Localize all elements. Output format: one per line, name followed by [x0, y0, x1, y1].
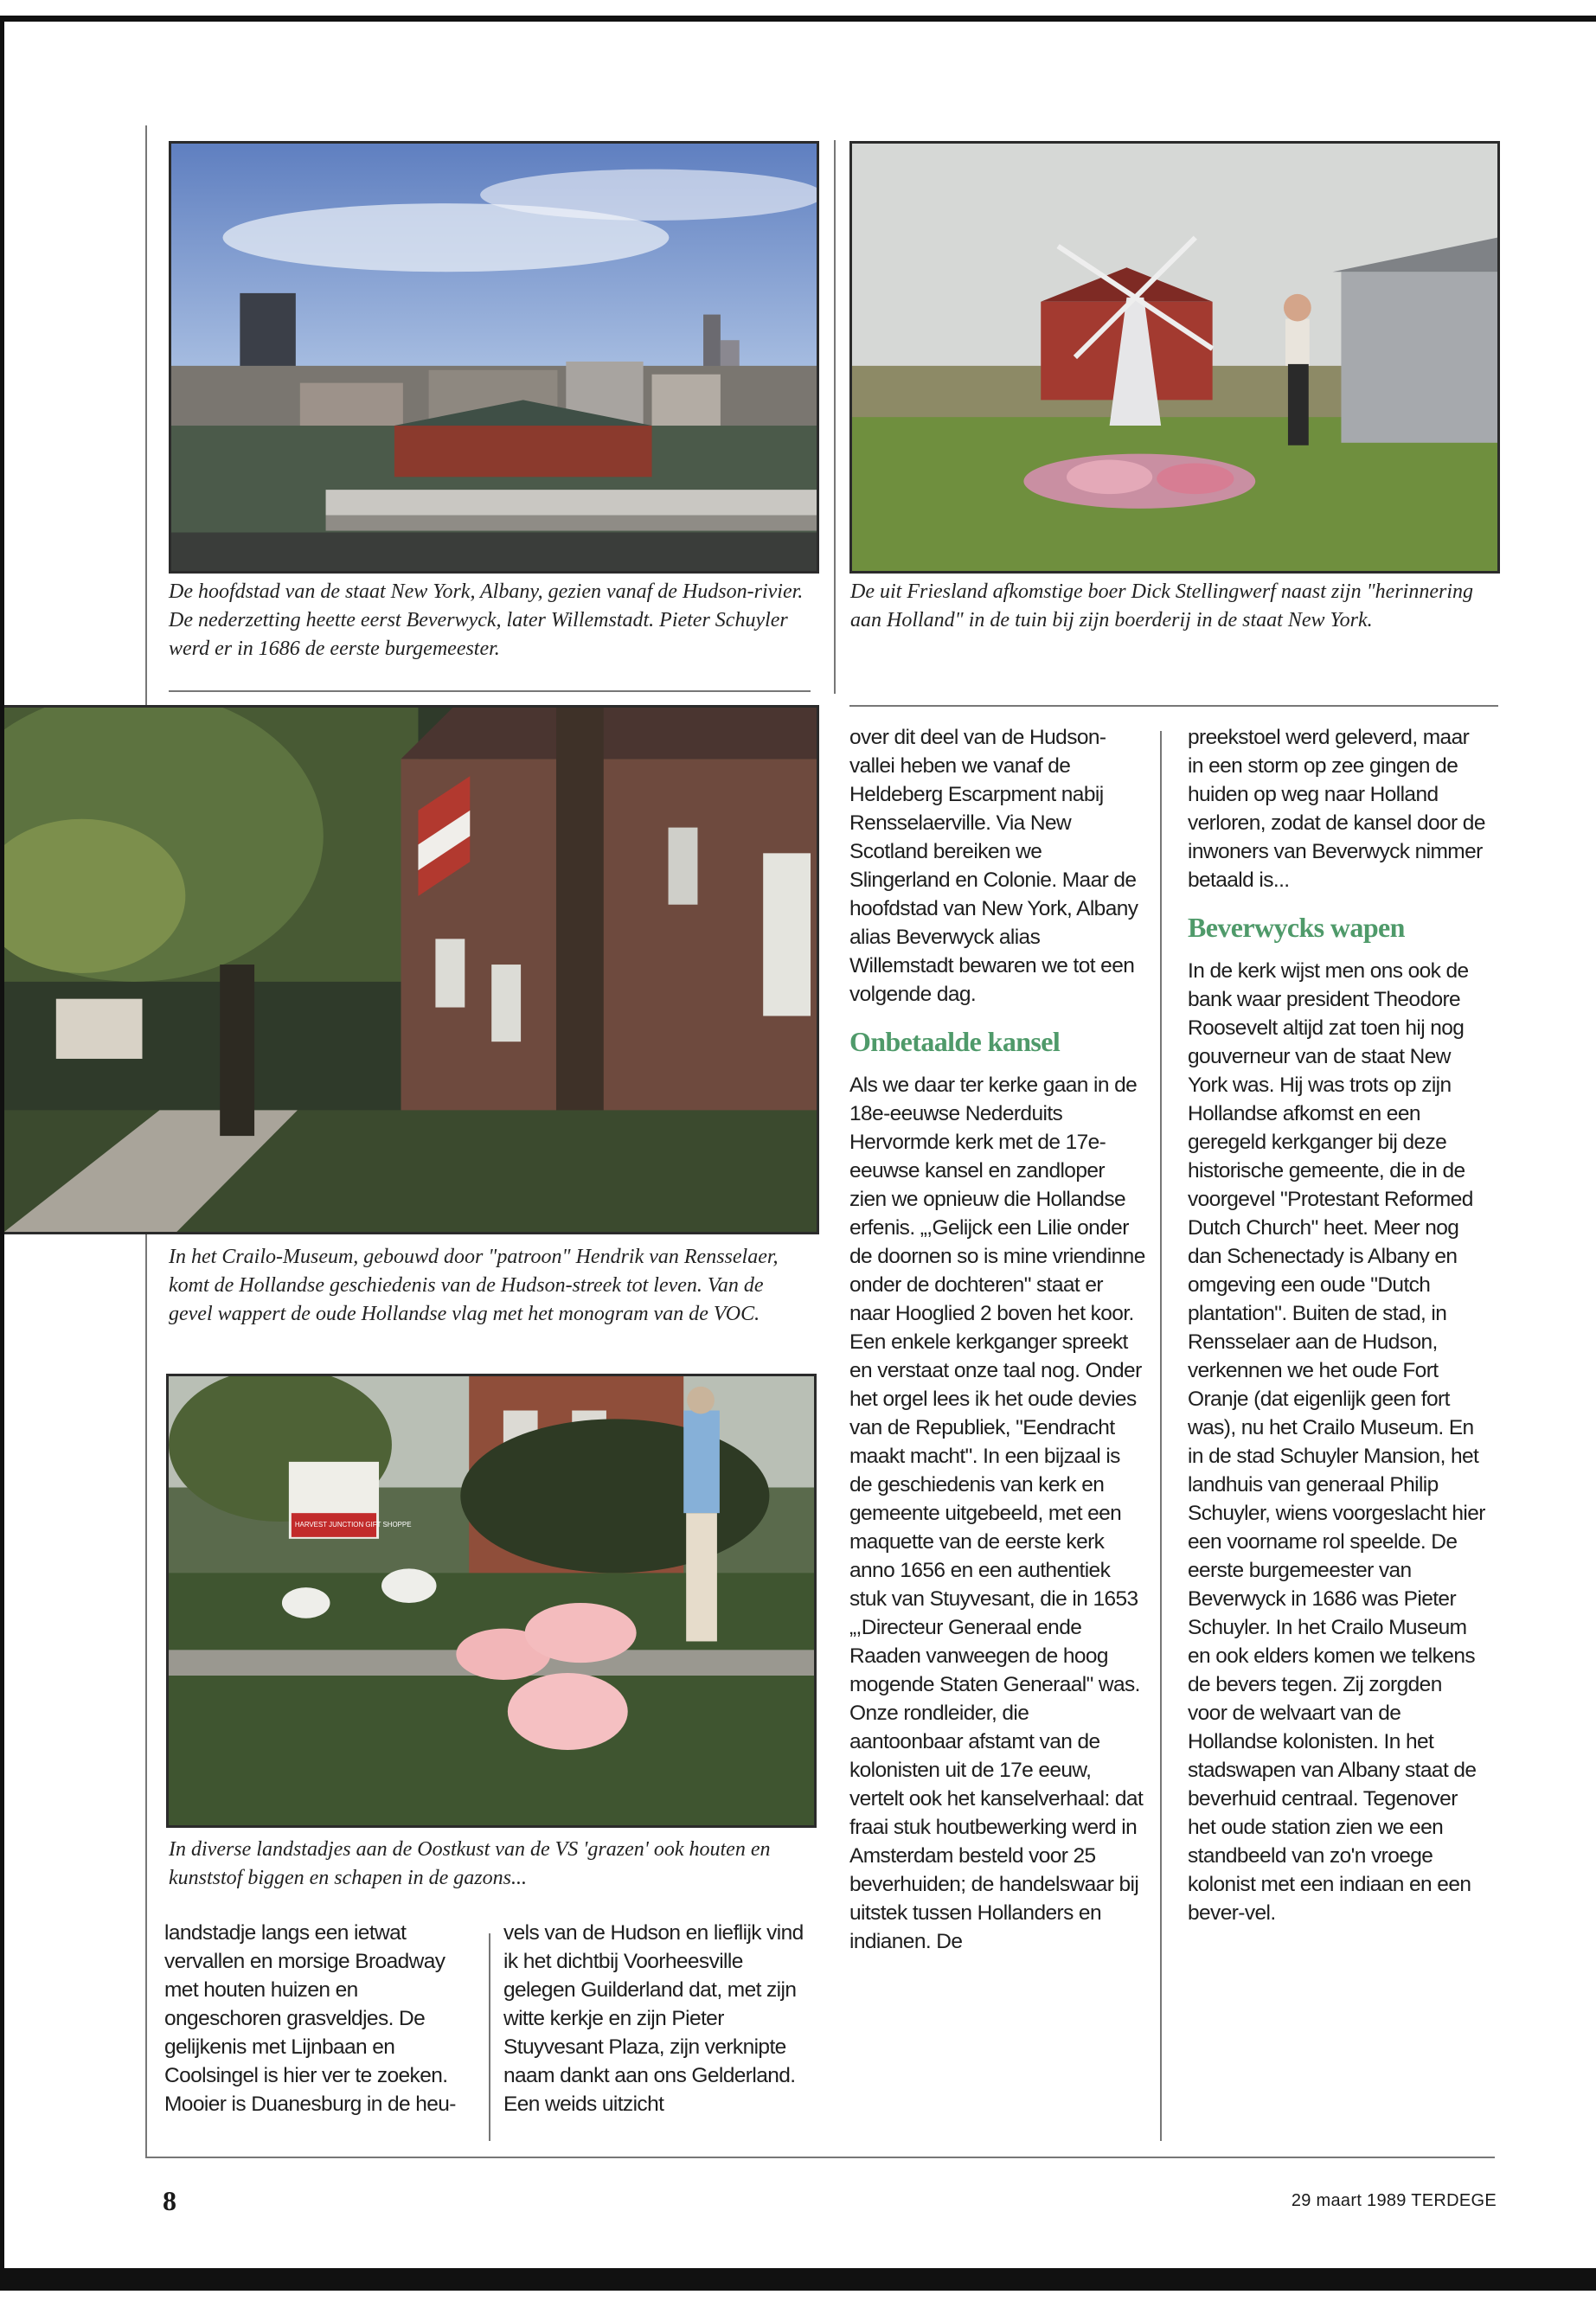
- stellingwerf-caption: De uit Friesland afkomstige boer Dick Stellingwerf naast zijn "herinnering aan Holland" in de tuin bij zijn boerderij in de staat New York.: [850, 580, 1473, 631]
- paragraph-preekstoel: preekstoel werd geleverd, maar in een storm op zee gingen de huiden op weg naar Holland verloren, zodat de kansel door de inwoners van Beverwyck nimmer betaald is...: [1188, 726, 1485, 892]
- shop-sign-text: HARVEST JUNCTION GIFT SHOPPE: [294, 1521, 412, 1529]
- biggen-caption: In diverse landstadjes aan de Oostkust van de VS 'grazen' ook houten en kunststof biggen en schapen in de gazons...: [169, 1838, 771, 1889]
- article-column-3: [849, 723, 1145, 1956]
- article-column-4: [1188, 723, 1486, 1927]
- column-divider-3-4: [1160, 731, 1162, 2141]
- mid-horizontal-rule: [849, 705, 1498, 707]
- page-number: 8: [163, 2185, 176, 2216]
- frame-rule-bottom: [145, 2157, 1495, 2158]
- paragraph-landstadje: landstadje langs een ietwat vervallen en morsige Broadway met houten huizen en ongeschoren grasveldjes. De gelijkenis met Lijnbaan en Coolsingel is hier ver te zoeken. Mooier is Duanesburg in de heu-: [164, 1921, 456, 2116]
- heading-onbetaalde-kansel: Onbetaalde kansel: [849, 1026, 1061, 1057]
- top-border: [0, 16, 1596, 22]
- albany-skyline-photo: [169, 141, 819, 574]
- article-column-bottom-middle: [503, 1919, 815, 2118]
- bottom-border: [0, 2268, 1596, 2291]
- paragraph-kerk: Als we daar ter kerke gaan in de 18e-eeuwse Nederduits Hervormde kerk met de 17e-eeuwse kansel en zandloper zien we opnieuw die Hollandse erfenis. „,Gelijck een Lilie onder de doornen so is mine vriendinne onder de dochteren" staat er naar Hooglied 2 boven het koor. Een enkele kerkganger spreekt en verstaat onze taal nog. Onder het orgel lees ik het oude devies van de Republiek, "Eendracht maakt macht". In een bijzaal is de geschiedenis van kerk en gemeente uitgebeeld, met een maquette van de eerste kerk anno 1656 en een authentiek stuk van Stuyvesant, die in 1653 „,Directeur Generaal ende Raaden vanweegen de hoog mogende Staten Generaal" was. Onze rondleider, die aantoonbaar afstamt van de kolonisten uit de 17e eeuw, vertelt ook het kanselverhaal: dat fraai stuk houtbewerking werd in Amsterdam besteld voor 25 beverhuiden; de handelswaar bij uitstek tussen Hollanders en indianen. De: [849, 1074, 1145, 1953]
- crailo-museum-photo: [4, 705, 819, 1234]
- albany-caption: De hoofdstad van de staat New York, Albany, gezien vanaf de Hudson-rivier. De nederzetting heette eerst Beverwyck, later Willemstadt. Pieter Schuyler werd er in 1686 de eerste burgemeester.: [169, 580, 804, 660]
- paragraph-guilderland: vels van de Hudson en lieflijk vind ik het dichtbij Voorheesville gelegen Guilderland dat, met zijn witte kerkje en zijn Pieter Stuyvesant Plaza, zijn verknipte naam dankt aan ons Gelderland. Een weids uitzicht: [503, 1921, 804, 2116]
- stellingwerf-windmill-photo: [849, 141, 1500, 574]
- top-column-divider: [834, 140, 836, 694]
- article-column-bottom-left: [164, 1919, 476, 2118]
- crailo-caption: In het Crailo-Museum, gebouwd door "patroon" Hendrik van Rensselaer, komt de Hollandse geschiedenis van de Hudson-streek tot leven. Van de gevel wappert de oude Hollandse vlag met het monogram van de VOC.: [169, 1246, 779, 1325]
- paragraph-hudson-vallei: over dit deel van de Hudson-vallei heben we vanaf de Heldeberg Escarpment nabij Rensselaerville. Via New Scotland bereiken we Slingerland en Colonie. Maar de hoofdstad van New York, Albany alias Beverwyck alias Willemstadt bewaren we tot een volgende dag.: [849, 726, 1138, 1006]
- paragraph-roosevelt: In de kerk wijst men ons ook de bank waar president Theodore Roosevelt altijd zat toen hij nog gouverneur van de staat New York was. Hij was trots op zijn Hollandse afkomst en een geregeld kerkganger bij deze historische gemeente, die in de voorgevel "Protestant Reformed Dutch Church" heet. Meer nog dan Schenectady is Albany en omgeving een oude "Dutch plantation". Buiten de stad, in Rensselaer aan de Hudson, verkennen we het oude Fort Oranje (dat eigenlijk geen fort was), nu het Crailo Museum. En in de stad Schuyler Mansion, het landhuis van generaal Philip Schuyler, wiens voorgeslacht hier een voorname rol speelde. De eerste burgemeester van Beverwyck in 1686 was Pieter Schuyler. In het Crailo Museum en ook elders komen we telkens de bevers tegen. Zij zorgden voor de welvaart van de Hollandse kolonisten. In het stadswapen van Albany staat de beverhuid centraal. Tegenover het oude station zien we een standbeeld van zo'n vroege kolonist met een indiaan en een bever-vel.: [1188, 959, 1485, 1925]
- column-divider-bottom: [489, 1933, 490, 2141]
- albany-caption-rule: [169, 690, 811, 692]
- heading-beverwycks-wapen: Beverwycks wapen: [1188, 912, 1405, 943]
- biggen-lawn-photo: [166, 1374, 817, 1828]
- issue-line: 29 maart 1989 TERDEGE: [1291, 2191, 1497, 2210]
